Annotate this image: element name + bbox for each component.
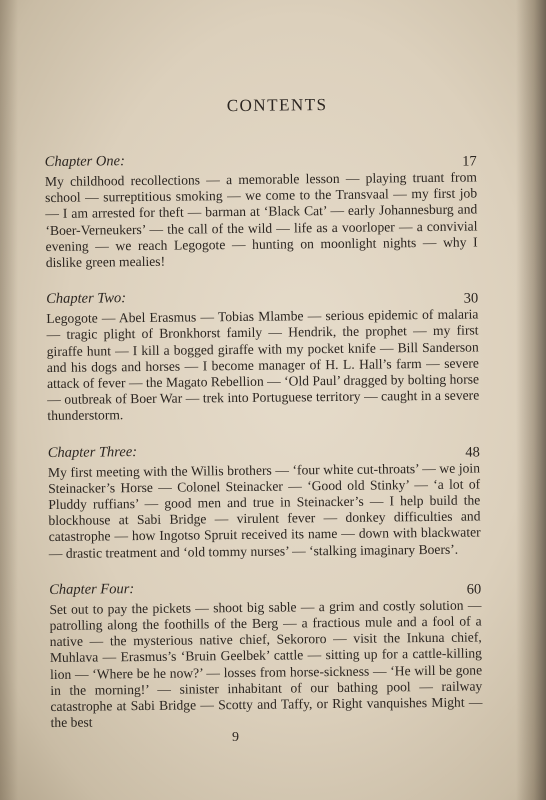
chapter-title: Chapter Two: [46,290,127,308]
chapter-summary: My childhood recollections — a memorable lesson — playing truant from school — surreptitious smoking — we come to the Transvaal — my first job — I am arrested for theft — barman at ‘Black Cat’ — early Johannesburg and ‘Boer-Verneukers’ — the call of the wild — life as a voorloper — a convivial evening — we reach Legogote — hunting on moonlight nights — why I dislike green mealies! [44,169,478,271]
chapter-header [45,149,477,172]
book-spine-shadow [516,0,546,800]
chapter-summary: Set out to pay the pickets — shoot big sable — a grim and costly solution — patrolling along the foothills of the Berg — a fractious mule and a fool of a native — the mysterious native chief, Sekororo — visit the Inkuna chief, Muhlava — Erasmus’s ‘Bruin Geelbek’ cattle — sitting up for a cattle-killing lion — ‘Where be he now?’ — losses from horse-sickness — ‘He will be gone in the morning!’ — sinister inhabitant of our bathing pool — railway catastrophe at Sabi Bridge — Scotty and Taffy, or Right vanquishes Might — the best [49,597,483,731]
page-number: 9 [232,730,239,745]
chapter-entry [46,287,479,425]
page-edge-shadow [0,0,18,800]
chapter-header [49,577,481,600]
chapter-page-number: 60 [466,581,482,598]
chapter-header [48,440,480,463]
contents-block [44,87,483,751]
contents-heading: CONTENTS [226,95,328,116]
chapter-summary: Legogote — Abel Erasmus — Tobias Mlambe — serious epidemic of malaria — tragic plight of Bronkhorst family — Hendrik, the prophet — my first giraffe hunt — I kill a bogged giraffe with my pocket knife — Bill Sanderson and his dogs and horses — I become manager of H. L. Hall’s farm — severe attack of fever — the Magato Rebellion — ‘Old Paul’ dragged by bolting horse — outbreak of Boer War — trek into Portuguese territory — caught in a severe thunderstorm. [46,306,480,424]
chapter-page-number: 30 [463,290,479,307]
chapter-summary: My first meeting with the Willis brothers — ‘four white cut-throats’ — we join Steinacker’s Horse — Colonel Steinacker — ‘Good old Stinky’ — ‘a lot of Pluddy ruffians’ — good men and true in Steinacker’s — I help build the blockhouse at Sabi Bridge — virulent fever — donkey difficulties and catastrophe — how Ingotso Spruit received its name — down with blackwater — drastic treatment and ‘old tommy nurses’ — ‘stalking imaginary Boers’. [47,460,481,561]
chapter-header [46,287,478,310]
chapter-page-number: 48 [465,444,480,461]
chapter-title: Chapter One: [44,153,125,170]
chapter-entry [45,149,478,271]
chapter-entry [49,577,483,731]
chapter-title: Chapter Four: [49,580,135,598]
chapter-entry [48,440,481,562]
chapter-page-number: 17 [462,153,477,170]
chapter-title: Chapter Three: [47,443,138,461]
